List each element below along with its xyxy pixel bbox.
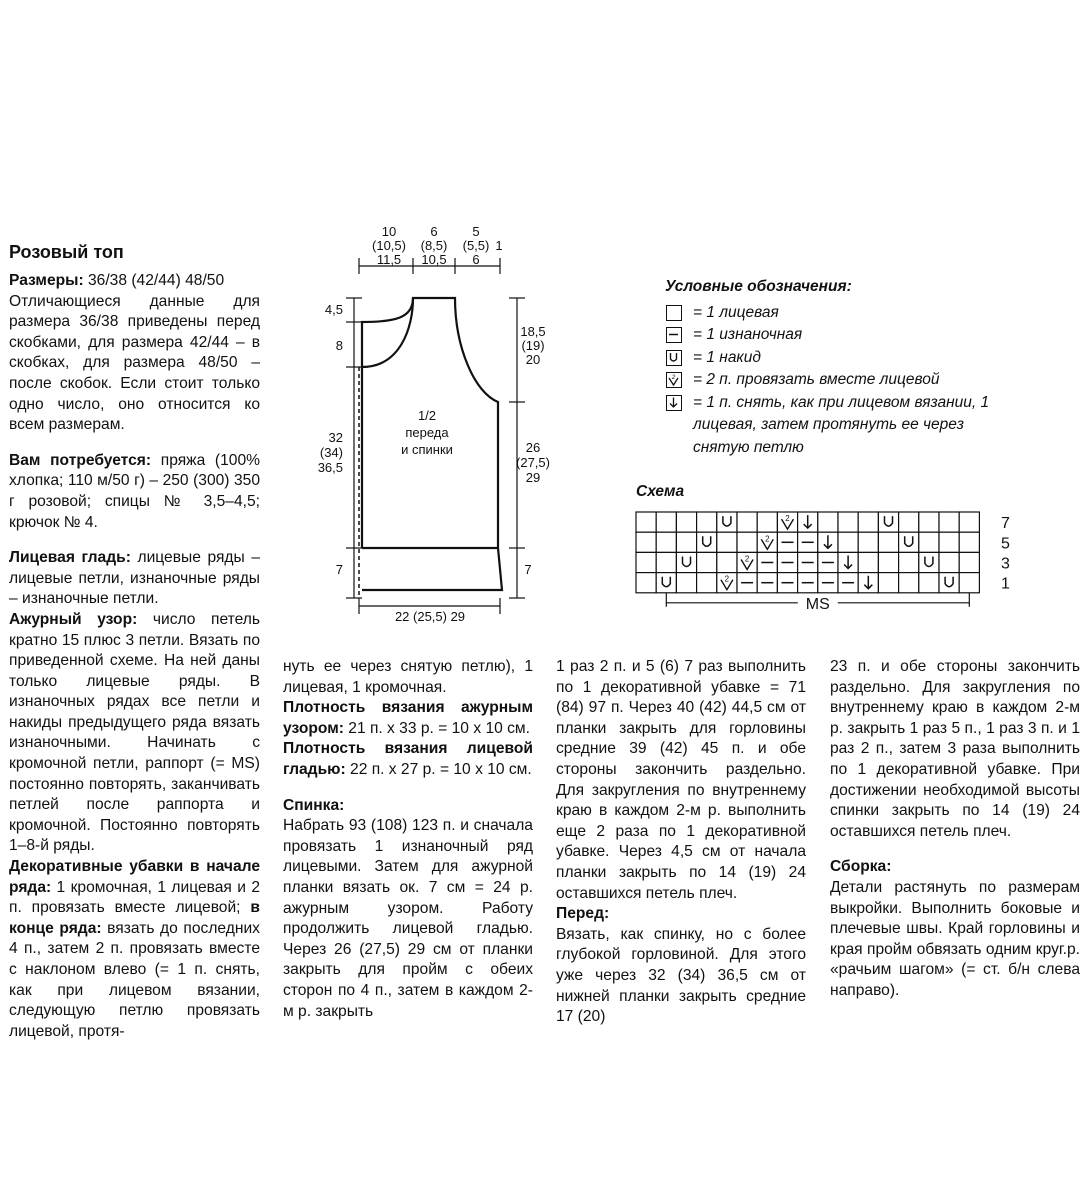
chart-cell	[959, 512, 979, 532]
right-dim-7: 7	[524, 562, 532, 577]
legend-text: = 1 накид	[693, 348, 761, 366]
yarn-over-symbol	[697, 532, 717, 552]
assembly-text: Детали растянуть по размерам выкройки. Выполнить боковые и плечевые швы. Край горловины и края пройм обвязать одним круг.р. «рачьим шагом» (= ст. б/н слева направо).	[830, 878, 1080, 999]
front-text: Вязать, как спинку, но с более глубокой горловиной. Для этого уже через 32 (34) 36,5 см от нижней планки закрыть средние 17 (20)	[556, 925, 806, 1026]
k2tog-symbol	[757, 532, 777, 552]
left-dim-5: 36,5	[317, 460, 343, 475]
ssk-arrow-symbol	[798, 512, 818, 532]
density-stockinette-text: 22 п. х 27 р. = 10 х 10 см.	[345, 760, 532, 778]
left-dim-2: 8	[335, 338, 343, 353]
chart-cell	[899, 512, 919, 532]
top-dim-2b: (8,5)	[420, 238, 448, 253]
back-heading: Спинка:	[283, 796, 345, 814]
chart-cell	[636, 512, 656, 532]
column-4	[830, 657, 1080, 1002]
chart-cell	[858, 512, 878, 532]
decrease-paragraph	[9, 857, 260, 1042]
yarn-over-symbol	[878, 512, 898, 532]
density-stockinette-label: Плотность вязания лицевой гладью:	[283, 740, 533, 778]
repeat-label: MS	[805, 595, 830, 613]
chart-cell	[878, 552, 898, 572]
right-dim-5: (27,5)	[516, 455, 550, 470]
center-label-3: и спинки	[401, 442, 453, 457]
purl-symbol	[777, 573, 797, 593]
back-text: Набрать 93 (108) 123 п. и сначала провязать 1 изнаночный ряд лицевыми. Затем для ажурной планки вязать ок. 7 см = 24 р. ажурным узором. Работу продолжить лицевой гладью. Через 26 (27,5) 29 см от планки закрыть для пройм с обеих сторон по 4 п., затем в каждом 2-м р. закрыть	[283, 817, 533, 1020]
top-dim-2a: 6	[430, 224, 438, 239]
purl-symbol	[818, 573, 838, 593]
purl-symbol	[818, 552, 838, 572]
k2tog-icon	[666, 372, 682, 388]
chart-cell	[939, 512, 959, 532]
yarn-over-symbol	[717, 512, 737, 532]
density-openwork-text: 21 п. х 33 р. = 10 х 10 см.	[343, 719, 530, 737]
knitting-chart	[630, 508, 1030, 628]
ssk-arrow-icon	[666, 395, 682, 411]
chart-cell	[757, 512, 777, 532]
chart-cell	[697, 552, 717, 572]
top-dim-1c: 11,5	[376, 252, 402, 267]
stockinette-paragraph	[9, 548, 260, 610]
materials-paragraph	[9, 451, 260, 533]
openwork-paragraph	[9, 610, 260, 857]
sizes-value: 36/38 (42/44) 48/50	[83, 272, 225, 289]
ssk-arrow-symbol	[818, 532, 838, 552]
col2-continuation: нуть ее через снятую петлю), 1 лицевая, 1 кромочная.	[283, 658, 533, 696]
bottom-dim: 22 (25,5) 29	[394, 609, 466, 624]
top-dim-1a: 10	[381, 224, 397, 239]
density-stockinette-paragraph	[283, 739, 533, 780]
chart-cell	[939, 532, 959, 552]
sizes-text: Отличающиеся данные для размера 36/38 приведены перед скобками, для размера 42/44 – в скобках, для размера 48/50 – после скобок. Если стоит только одно число, оно относится ко всем размерам.	[9, 292, 260, 434]
chart-cell	[899, 552, 919, 572]
purl-symbol	[737, 573, 757, 593]
yarn-over-symbol	[676, 552, 696, 572]
chart-cell	[858, 532, 878, 552]
chart-cell	[899, 573, 919, 593]
stockinette-label: Лицевая гладь:	[9, 549, 131, 567]
center-label-1: 1/2	[417, 408, 437, 423]
legend-item-yarnover	[665, 347, 993, 370]
column-2	[283, 657, 533, 1022]
chart-cell	[919, 512, 939, 532]
chart-cell	[737, 532, 757, 552]
row-number: 1	[1000, 575, 1010, 593]
chart-cell	[636, 573, 656, 593]
right-dim-3: 20	[525, 352, 541, 367]
chart-cell	[737, 512, 757, 532]
legend-item-k2tog	[665, 369, 993, 392]
svg-text:2: 2	[671, 375, 676, 381]
legend-text: = 1 п. снять, как при лицевом вязании, 1 лицевая, затем протянуть ее через снятую петлю	[693, 393, 990, 456]
chart-cell	[838, 512, 858, 532]
chart-cell	[676, 512, 696, 532]
chart-cell	[878, 573, 898, 593]
right-dim-6: 29	[525, 470, 541, 485]
decrease-end-label: в конце ряда:	[9, 899, 260, 937]
chart-cell	[656, 552, 676, 572]
empty-box-icon	[666, 305, 682, 321]
page-title: Розовый топ	[9, 242, 124, 262]
decrease-end-text: вязать до последних 4 п., затем 2 п. провязать вместе с наклоном влево (= 1 п. снять, как при лицевом вязании, следующую петлю провязать лицевой, протя-	[9, 919, 260, 1040]
chart-cell	[717, 532, 737, 552]
chart-cell	[838, 532, 858, 552]
decrease-start-label: Декоративные убавки в начале ряда:	[9, 858, 260, 896]
density-openwork-paragraph	[283, 698, 533, 739]
purl-symbol	[757, 552, 777, 572]
left-dim-3: 32	[328, 430, 343, 445]
chart-cell	[697, 573, 717, 593]
purl-symbol	[798, 552, 818, 572]
yarn-over-symbol	[656, 573, 676, 593]
yarn-over-symbol	[919, 552, 939, 572]
chart-cell	[636, 532, 656, 552]
chart-cell	[959, 532, 979, 552]
row-number: 3	[1000, 555, 1010, 573]
svg-text:2: 2	[785, 514, 790, 524]
materials-text: пряжа (100% хлопка; 110 м/50 г) – 250 (300) 350 г розовой; спицы № 3,5–4,5; крючок № 4.	[9, 451, 261, 531]
legend-item-knit	[665, 302, 993, 325]
decrease-start-text: 1 кромочная, 1 лицевая и 2 п. провязать вместе лицевой;	[9, 878, 260, 917]
purl-symbol	[777, 532, 797, 552]
legend	[665, 276, 993, 459]
row-number: 5	[1000, 535, 1010, 553]
chart-cell	[878, 532, 898, 552]
chart-cell	[697, 512, 717, 532]
front-neckline	[362, 298, 413, 367]
stockinette-text: лицевые ряды – лицевые петли, изнаночные ряды – изнаночные петли.	[9, 549, 261, 608]
purl-symbol	[777, 552, 797, 572]
left-dim-6: 7	[335, 562, 343, 577]
openwork-text: число петель кратно 15 плюс 3 петли. Вязать по приведенной схеме. На ней даны только лицевые ряды. В изнаночных рядах все петли и накиды предыдущего ряда вязать изнаночными. Начинать с кромочной петли, раппорт (= MS) постоянно повторять, заканчивать петлей после раппорта и кромочной. Постоянно повторять 1–8-й ряды.	[9, 610, 260, 855]
chart-cell	[858, 552, 878, 572]
openwork-label: Ажурный узор:	[9, 610, 138, 628]
chart-cell	[656, 512, 676, 532]
sizes-paragraph	[9, 271, 260, 292]
top-dim-extra: 1	[495, 238, 503, 253]
top-dim-3b: (5,5)	[462, 238, 490, 253]
chart-cell	[919, 573, 939, 593]
chart-cell	[717, 552, 737, 572]
chart-title: Схема	[636, 483, 685, 500]
u-box-icon	[666, 350, 682, 366]
legend-title: Условные обозначения:	[665, 278, 852, 295]
sizes-label: Размеры:	[9, 272, 84, 289]
top-dim-2c: 10,5	[421, 252, 447, 267]
right-dim-2: (19)	[521, 338, 545, 353]
legend-text: = 2 п. провязать вместе лицевой	[693, 371, 940, 388]
svg-text:2: 2	[765, 534, 770, 544]
purl-symbol	[757, 573, 777, 593]
k2tog-symbol	[717, 573, 737, 593]
ssk-arrow-symbol	[858, 573, 878, 593]
chart-cell	[656, 532, 676, 552]
column-1	[9, 271, 260, 1042]
dash-box-icon	[666, 327, 682, 343]
legend-text: = 1 лицевая	[693, 303, 779, 321]
purl-symbol	[798, 573, 818, 593]
yarn-over-symbol	[899, 532, 919, 552]
col3-text: 1 раз 2 п. и 5 (6) 7 раз выполнить по 1 декоративной убавке = 71 (84) 97 п. Через 40 (42) 44,5 см от планки закрыть для горловины средние 39 (42) 45 п. и обе стороны закончить раздельно. Для закругления по внутреннему краю в каждом 2-м р. выполнить еще 2 раза по 1 декоративной убавке. Через 4,5 см от начала планки закрыть по 14 (19) 24 оставшихся петель плеч.	[556, 658, 806, 902]
pattern-schematic	[300, 218, 550, 628]
density-openwork-label: Плотность вязания ажурным узором:	[283, 699, 533, 737]
center-label-2: переда	[405, 425, 449, 440]
purl-symbol	[798, 532, 818, 552]
left-dim-4: (34)	[319, 445, 343, 460]
chart-cell	[939, 552, 959, 572]
k2tog-symbol	[737, 552, 757, 572]
chart-cell	[676, 532, 696, 552]
column-3	[556, 657, 806, 1028]
assembly-heading: Сборка:	[830, 858, 892, 876]
chart-cell	[676, 573, 696, 593]
k2tog-symbol	[777, 512, 797, 532]
top-dim-3c: 6	[472, 252, 480, 267]
chart-cell	[636, 552, 656, 572]
svg-text:2: 2	[744, 554, 750, 564]
ssk-arrow-symbol	[838, 552, 858, 572]
legend-text: = 1 изнаночная	[693, 326, 803, 343]
col4-text: 23 п. и обе стороны закончить раздельно. Для закругления по внутреннему краю в каждом 2-м р. закрыть 1 раз 5 п., 1 раз 3 п. и 1 раз 2 п., затем 3 раза выполнить по 1 декоративной убавке. При достижении необходимой высоты спинки закрыть по 14 (19) 24 оставшихся петель плеч.	[830, 658, 1080, 840]
top-dim-1b: (10,5)	[372, 238, 406, 253]
svg-text:2: 2	[724, 574, 730, 584]
right-dim-1: 18,5	[520, 324, 546, 339]
top-dim-3a: 5	[472, 224, 480, 239]
chart-cell	[919, 532, 939, 552]
left-dim-1: 4,5	[324, 302, 343, 317]
row-number: 7	[1000, 515, 1010, 533]
chart-cell	[959, 573, 979, 593]
legend-item-ssk	[665, 392, 993, 460]
front-heading: Перед:	[556, 905, 610, 923]
materials-label: Вам потребуется:	[9, 451, 152, 469]
yarn-over-symbol	[939, 573, 959, 593]
legend-item-purl	[665, 324, 993, 347]
purl-symbol	[838, 573, 858, 593]
right-dim-4: 26	[525, 440, 541, 455]
chart-cell	[959, 552, 979, 572]
chart-cell	[818, 512, 838, 532]
